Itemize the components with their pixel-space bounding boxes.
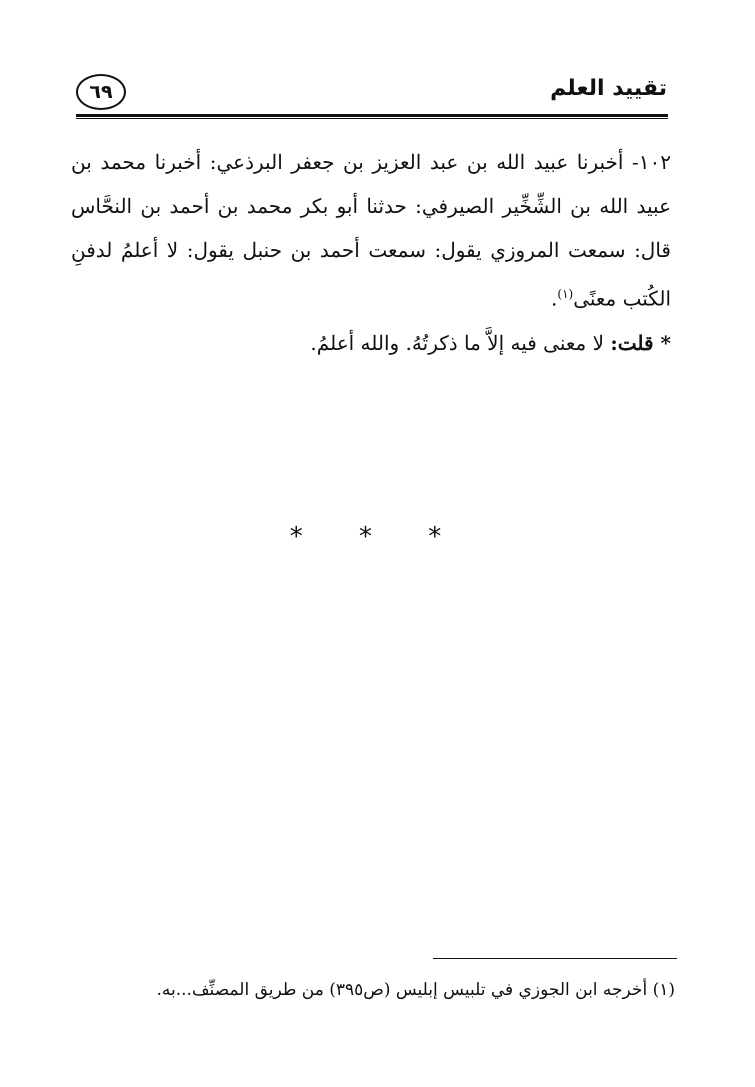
running-title: تقييد العلم: [550, 76, 667, 101]
comment-lead: * قلت:: [610, 330, 671, 355]
footnote: (١) أخرجه ابن الجوزي في تلبيس إبليس (ص٣٩٥) من طريق المصنِّف...به.: [156, 980, 675, 1000]
hadith-text: ١٠٢- أخبرنا عبيد الله بن عبد العزيز بن جعفر البرذعي: أخبرنا محمد بن عبيد الله بن الشِّخِّير الصيرفي: حدثنا أبو بكر محمد بن أحمد بن النحَّاس قال: سمعت المروزي يقول: سمعت أحمد بن حنبل يقول: لا أعلمُ لدفنِ الكُتب معنًى: [71, 150, 671, 311]
hadith-end: .: [551, 286, 558, 311]
header-rule: [76, 114, 668, 119]
comment-text: لا معنى فيه إلاَّ ما ذكرتُهُ. والله أعلمُ.: [310, 330, 605, 355]
author-comment: [71, 321, 671, 365]
page-number: ٦٩: [89, 81, 113, 103]
page-number-badge: [76, 74, 126, 110]
main-text: [71, 140, 671, 365]
hadith-paragraph: [71, 140, 671, 321]
section-separator: * * *: [289, 522, 466, 552]
footnote-reference: (١): [557, 287, 574, 301]
footnote-rule: [433, 958, 677, 959]
